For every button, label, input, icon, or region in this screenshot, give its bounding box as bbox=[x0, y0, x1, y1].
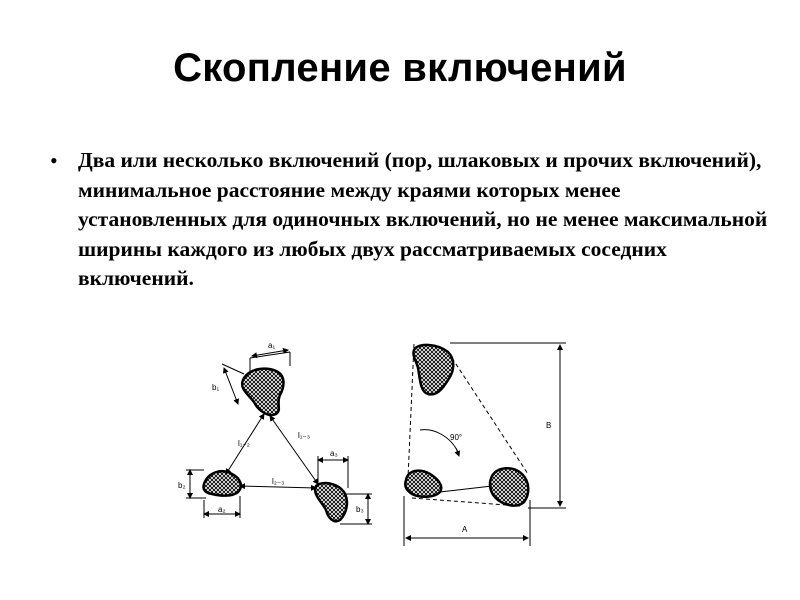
inclusion-shape-3 bbox=[315, 483, 347, 521]
bullet-marker: • bbox=[50, 148, 58, 173]
inclusion-shape-top bbox=[413, 345, 453, 394]
label-l12: l₁₋₂ bbox=[238, 439, 250, 448]
label-angle: 90° bbox=[450, 433, 463, 442]
label-B: B bbox=[546, 421, 552, 430]
bullet-text: Два или несколько включений (пор, шлаковых и прочих включений), минимальное расстояние между краями которых менее установленных для одиночных включений, но не менее максимальной ширины каждого из любых двух рассматриваемых соседних включений. bbox=[78, 148, 768, 291]
label-b2: b₂ bbox=[178, 481, 186, 490]
label-b3: b₃ bbox=[356, 505, 364, 514]
label-l23: l₂₋₃ bbox=[272, 477, 285, 486]
right-diagram bbox=[404, 343, 566, 546]
label-a1: a₁ bbox=[268, 341, 276, 350]
slide-title: Скопление включений bbox=[173, 46, 627, 90]
inclusion-shape-1 bbox=[242, 369, 283, 415]
left-diagram bbox=[186, 350, 372, 524]
label-a3: a₃ bbox=[330, 449, 338, 458]
label-b1: b₁ bbox=[212, 383, 220, 392]
inclusion-shape-bottom-right bbox=[490, 468, 528, 505]
label-l13: l₁₋₃ bbox=[298, 431, 310, 440]
inclusion-shape-bottom-left bbox=[405, 471, 441, 497]
label-a2: a₂ bbox=[218, 505, 226, 514]
inclusion-shape-2 bbox=[203, 471, 240, 495]
label-A: A bbox=[462, 525, 468, 534]
